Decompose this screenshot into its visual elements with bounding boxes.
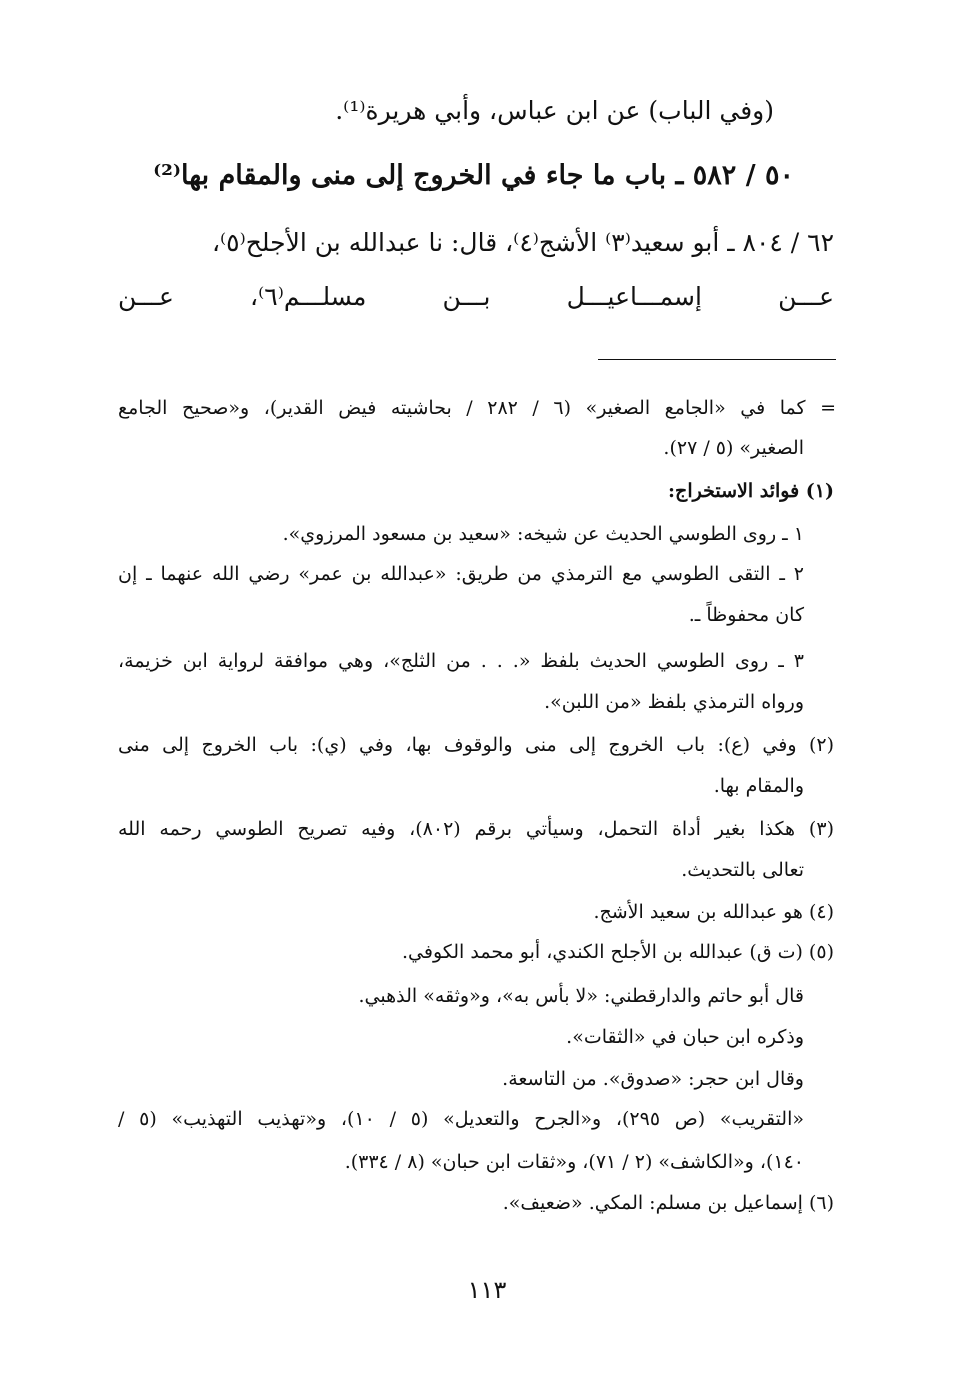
footnote-line: (١) فوائد الاستخراج: (668, 480, 834, 502)
body-line-3: ٦٢ / ٨٠٤ ـ أبو سعيد⁽٣⁾ الأشج⁽٤⁾، قال: نا عبدالله بن الأجلح⁽٥⁾، (211, 228, 834, 257)
footnote-line: وذكره ابن حبان في «الثقات». (566, 1026, 804, 1048)
footnote-line: (٤) هو عبدالله بن سعيد الأشج. (593, 901, 834, 923)
footnote-line: (٦) إسماعيل بن مسلم: المكي. «ضعيف». (502, 1192, 834, 1214)
footnote-line: (٢) وفي (ع): باب الخروج إلى منى والوقوف بها، وفي (ي): باب الخروج إلى منى (118, 734, 834, 756)
footnote-line: ١٤٠)، و«الكاشف» (٢ / ٧١)، و«ثقات ابن حبان» (٨ / ٣٣٤). (344, 1151, 804, 1173)
footnote-line: تعالى بالتحديث. (681, 859, 804, 881)
footnote-line: الصغير» (٥ / ٢٧). (663, 437, 804, 459)
footnote-line: «التقريب» (ص ٢٩٥)، و«الجرح والتعديل» (٥ / ١٠)، و«تهذيب التهذيب» (٥ / (118, 1108, 804, 1130)
body-line-4: عـــن إسمـــاعيـــل بـــن مسلـــم⁽٦⁾، عـــن (118, 282, 834, 311)
footnote-line: ٣ ـ روى الطوسي الحديث بلفظ «. . . من الثلج»، وهي موافقة لرواية ابن خزيمة، (118, 650, 804, 672)
page-number: ١١٣ (467, 1276, 507, 1304)
chapter-heading: ٥٠ / ٥٨٢ ـ باب ما جاء في الخروج إلى منى والمقام بها⁽²⁾ (153, 160, 794, 191)
footnote-line: قال أبو حاتم والدارقطني: «لا بأس به»، و«وثقه» الذهبي. (358, 985, 804, 1007)
footnote-line: ورواه الترمذي بلفظ «من اللبن». (544, 691, 804, 713)
footnote-line: ١ ـ روى الطوسي الحديث عن شيخه: «سعيد بن مسعود المرزوي». (282, 523, 804, 545)
footnote-line: والمقام بها. (713, 775, 804, 797)
footnote-line: (٥) (ت ق) عبدالله بن الأجلح الكندي، أبو محمد الكوفي. (401, 941, 834, 963)
footnote-line: (٣) هكذا بغير أداة التحمل، وسيأتي برقم (٨٠٢)، وفيه تصريح الطوسي رحمه الله (118, 818, 834, 840)
footnote-separator (598, 359, 836, 360)
footnote-line: ٢ ـ التقى الطوسي مع الترمذي من طريق: «عبدالله بن عمر» رضي الله عنهما ـ إن (118, 563, 804, 585)
body-line-1: (وفي الباب) عن ابن عباس، وأبي هريرة⁽¹⁾. (335, 96, 774, 125)
footnote-line: وقال ابن حجر: «صدوق». من التاسعة. (502, 1068, 804, 1090)
footnote-line: كان محفوظاً ـ. (688, 604, 804, 626)
footnote-line: = كما في «الجامع الصغير» (٦ / ٢٨٢ / بحاشيته فيض القدير)، و«صحيح الجامع (118, 397, 836, 419)
